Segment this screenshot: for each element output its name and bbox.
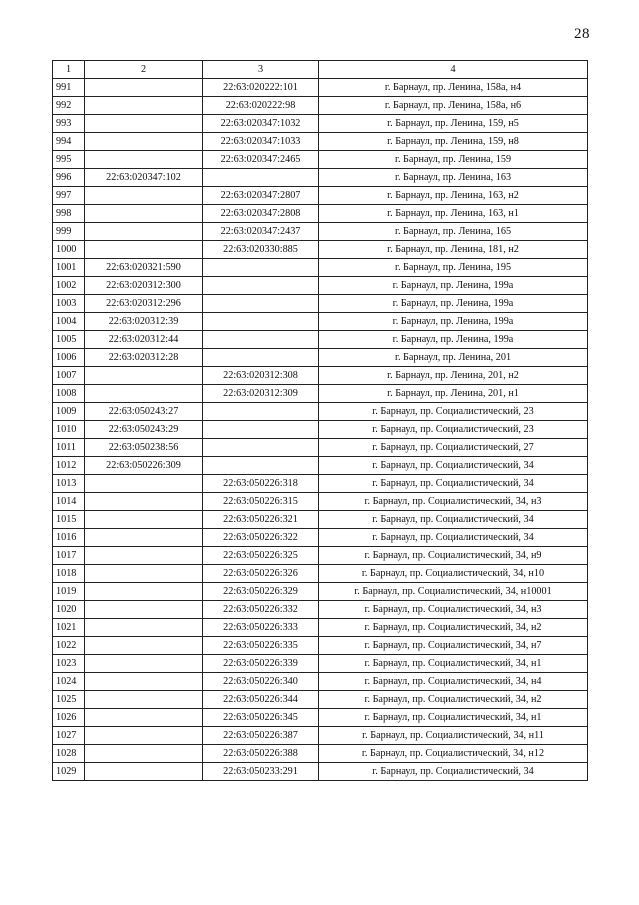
row-number-cell: 995 <box>53 151 85 169</box>
header-col-4: 4 <box>319 61 588 79</box>
row-number-cell: 1011 <box>53 439 85 457</box>
table-header <box>53 61 588 79</box>
row-number-cell: 1012 <box>53 457 85 475</box>
address-cell: г. Барнаул, пр. Социалистический, 34, н2 <box>319 691 588 709</box>
cadastral-land-cell <box>85 529 203 547</box>
cadastral-object-cell <box>203 169 319 187</box>
row-number-cell: 994 <box>53 133 85 151</box>
cadastral-object-cell: 22:63:020347:2437 <box>203 223 319 241</box>
address-cell: г. Барнаул, пр. Социалистический, 34, н11 <box>319 727 588 745</box>
row-number-cell: 1025 <box>53 691 85 709</box>
table-row <box>53 79 588 97</box>
table-body <box>53 79 588 781</box>
cadastral-land-cell <box>85 655 203 673</box>
row-number-cell: 998 <box>53 205 85 223</box>
address-cell: г. Барнаул, пр. Ленина, 201, н2 <box>319 367 588 385</box>
registry-table <box>52 60 588 781</box>
row-number-cell: 1000 <box>53 241 85 259</box>
address-cell: г. Барнаул, пр. Социалистический, 34, н1 <box>319 655 588 673</box>
table-row <box>53 583 588 601</box>
table-row <box>53 331 588 349</box>
address-cell: г. Барнаул, пр. Социалистический, 34, н12 <box>319 745 588 763</box>
row-number-cell: 1005 <box>53 331 85 349</box>
header-col-1: 1 <box>53 61 85 79</box>
address-cell: г. Барнаул, пр. Социалистический, 34 <box>319 763 588 781</box>
row-number-cell: 997 <box>53 187 85 205</box>
cadastral-land-cell: 22:63:020312:300 <box>85 277 203 295</box>
address-cell: г. Барнаул, пр. Ленина, 159, н8 <box>319 133 588 151</box>
row-number-cell: 996 <box>53 169 85 187</box>
table-row <box>53 367 588 385</box>
address-cell: г. Барнаул, пр. Ленина, 165 <box>319 223 588 241</box>
cadastral-land-cell <box>85 691 203 709</box>
address-cell: г. Барнаул, пр. Ленина, 158а, н4 <box>319 79 588 97</box>
cadastral-object-cell: 22:63:050226:321 <box>203 511 319 529</box>
cadastral-object-cell <box>203 457 319 475</box>
row-number-cell: 1006 <box>53 349 85 367</box>
address-cell: г. Барнаул, пр. Ленина, 199а <box>319 313 588 331</box>
cadastral-object-cell <box>203 277 319 295</box>
address-cell: г. Барнаул, пр. Социалистический, 34, н10 <box>319 565 588 583</box>
table-row <box>53 349 588 367</box>
address-cell: г. Барнаул, пр. Ленина, 195 <box>319 259 588 277</box>
row-number-cell: 1029 <box>53 763 85 781</box>
table-row <box>53 457 588 475</box>
address-cell: г. Барнаул, пр. Социалистический, 23 <box>319 403 588 421</box>
cadastral-land-cell <box>85 241 203 259</box>
cadastral-land-cell <box>85 673 203 691</box>
cadastral-land-cell <box>85 115 203 133</box>
cadastral-land-cell <box>85 151 203 169</box>
row-number-cell: 1015 <box>53 511 85 529</box>
address-cell: г. Барнаул, пр. Социалистический, 34 <box>319 475 588 493</box>
row-number-cell: 992 <box>53 97 85 115</box>
row-number-cell: 1004 <box>53 313 85 331</box>
row-number-cell: 1022 <box>53 637 85 655</box>
row-number-cell: 1009 <box>53 403 85 421</box>
cadastral-land-cell: 22:63:020312:44 <box>85 331 203 349</box>
cadastral-object-cell: 22:63:050226:322 <box>203 529 319 547</box>
cadastral-object-cell: 22:63:020222:98 <box>203 97 319 115</box>
table-row <box>53 763 588 781</box>
address-cell: г. Барнаул, пр. Ленина, 163 <box>319 169 588 187</box>
address-cell: г. Барнаул, пр. Ленина, 181, н2 <box>319 241 588 259</box>
table-row <box>53 277 588 295</box>
page-number: 28 <box>574 26 590 42</box>
cadastral-land-cell <box>85 205 203 223</box>
table-row <box>53 547 588 565</box>
address-cell: г. Барнаул, пр. Ленина, 159 <box>319 151 588 169</box>
address-cell: г. Барнаул, пр. Ленина, 199а <box>319 331 588 349</box>
table-row <box>53 205 588 223</box>
cadastral-land-cell: 22:63:050238:56 <box>85 439 203 457</box>
row-number-cell: 1021 <box>53 619 85 637</box>
cadastral-land-cell <box>85 565 203 583</box>
address-cell: г. Барнаул, пр. Социалистический, 23 <box>319 421 588 439</box>
cadastral-object-cell: 22:63:020312:308 <box>203 367 319 385</box>
cadastral-land-cell: 22:63:050226:309 <box>85 457 203 475</box>
cadastral-object-cell: 22:63:050226:326 <box>203 565 319 583</box>
cadastral-object-cell: 22:63:050226:340 <box>203 673 319 691</box>
header-row <box>53 61 588 79</box>
table-row <box>53 295 588 313</box>
cadastral-land-cell <box>85 763 203 781</box>
table-row <box>53 475 588 493</box>
row-number-cell: 1001 <box>53 259 85 277</box>
row-number-cell: 1017 <box>53 547 85 565</box>
cadastral-land-cell: 22:63:020321:590 <box>85 259 203 277</box>
row-number-cell: 1016 <box>53 529 85 547</box>
address-cell: г. Барнаул, пр. Социалистический, 34 <box>319 529 588 547</box>
row-number-cell: 1002 <box>53 277 85 295</box>
row-number-cell: 1010 <box>53 421 85 439</box>
cadastral-land-cell <box>85 547 203 565</box>
cadastral-land-cell <box>85 475 203 493</box>
cadastral-land-cell <box>85 187 203 205</box>
table-row <box>53 745 588 763</box>
cadastral-land-cell: 22:63:050243:27 <box>85 403 203 421</box>
address-cell: г. Барнаул, пр. Социалистический, 34, н3 <box>319 601 588 619</box>
cadastral-object-cell: 22:63:020347:2807 <box>203 187 319 205</box>
address-cell: г. Барнаул, пр. Социалистический, 34, н7 <box>319 637 588 655</box>
address-cell: г. Барнаул, пр. Ленина, 158а, н6 <box>319 97 588 115</box>
cadastral-object-cell <box>203 349 319 367</box>
cadastral-land-cell <box>85 223 203 241</box>
row-number-cell: 1020 <box>53 601 85 619</box>
address-cell: г. Барнаул, пр. Ленина, 201, н1 <box>319 385 588 403</box>
address-cell: г. Барнаул, пр. Социалистический, 34 <box>319 457 588 475</box>
row-number-cell: 1023 <box>53 655 85 673</box>
row-number-cell: 1027 <box>53 727 85 745</box>
table-row <box>53 223 588 241</box>
cadastral-object-cell: 22:63:050226:318 <box>203 475 319 493</box>
cadastral-land-cell <box>85 619 203 637</box>
row-number-cell: 993 <box>53 115 85 133</box>
row-number-cell: 1019 <box>53 583 85 601</box>
table-row <box>53 133 588 151</box>
table-row <box>53 655 588 673</box>
row-number-cell: 1024 <box>53 673 85 691</box>
cadastral-land-cell <box>85 637 203 655</box>
address-cell: г. Барнаул, пр. Социалистический, 34, н2 <box>319 619 588 637</box>
row-number-cell: 1028 <box>53 745 85 763</box>
cadastral-object-cell <box>203 259 319 277</box>
cadastral-object-cell: 22:63:020347:2465 <box>203 151 319 169</box>
table-row <box>53 619 588 637</box>
table-row <box>53 187 588 205</box>
cadastral-object-cell <box>203 421 319 439</box>
cadastral-object-cell: 22:63:050226:329 <box>203 583 319 601</box>
table-row <box>53 241 588 259</box>
address-cell: г. Барнаул, пр. Социалистический, 34, н9 <box>319 547 588 565</box>
cadastral-land-cell: 22:63:020312:296 <box>85 295 203 313</box>
address-cell: г. Барнаул, пр. Социалистический, 34, н10001 <box>319 583 588 601</box>
cadastral-object-cell: 22:63:020222:101 <box>203 79 319 97</box>
cadastral-land-cell <box>85 367 203 385</box>
row-number-cell: 991 <box>53 79 85 97</box>
table-row <box>53 403 588 421</box>
cadastral-object-cell: 22:63:050226:333 <box>203 619 319 637</box>
cadastral-land-cell <box>85 727 203 745</box>
row-number-cell: 1007 <box>53 367 85 385</box>
cadastral-land-cell <box>85 583 203 601</box>
cadastral-object-cell: 22:63:020347:1032 <box>203 115 319 133</box>
cadastral-object-cell: 22:63:050226:344 <box>203 691 319 709</box>
cadastral-object-cell: 22:63:020347:2808 <box>203 205 319 223</box>
table-row <box>53 259 588 277</box>
table-row <box>53 169 588 187</box>
cadastral-land-cell <box>85 511 203 529</box>
cadastral-object-cell: 22:63:050226:335 <box>203 637 319 655</box>
cadastral-land-cell: 22:63:020312:39 <box>85 313 203 331</box>
address-cell: г. Барнаул, пр. Социалистический, 34, н1 <box>319 709 588 727</box>
address-cell: г. Барнаул, пр. Ленина, 201 <box>319 349 588 367</box>
cadastral-land-cell <box>85 745 203 763</box>
cadastral-object-cell <box>203 403 319 421</box>
cadastral-land-cell: 22:63:050243:29 <box>85 421 203 439</box>
header-col-3: 3 <box>203 61 319 79</box>
row-number-cell: 999 <box>53 223 85 241</box>
cadastral-land-cell <box>85 97 203 115</box>
row-number-cell: 1013 <box>53 475 85 493</box>
table-row <box>53 385 588 403</box>
row-number-cell: 1008 <box>53 385 85 403</box>
address-cell: г. Барнаул, пр. Социалистический, 34, н4 <box>319 673 588 691</box>
table-row <box>53 529 588 547</box>
cadastral-object-cell <box>203 295 319 313</box>
cadastral-object-cell: 22:63:050226:387 <box>203 727 319 745</box>
table-row <box>53 673 588 691</box>
table-row <box>53 439 588 457</box>
table-row <box>53 151 588 169</box>
address-cell: г. Барнаул, пр. Ленина, 163, н1 <box>319 205 588 223</box>
cadastral-object-cell: 22:63:050226:325 <box>203 547 319 565</box>
cadastral-land-cell: 22:63:020312:28 <box>85 349 203 367</box>
table-row <box>53 421 588 439</box>
table-row <box>53 565 588 583</box>
address-cell: г. Барнаул, пр. Социалистический, 34 <box>319 511 588 529</box>
cadastral-object-cell: 22:63:050233:291 <box>203 763 319 781</box>
cadastral-object-cell <box>203 439 319 457</box>
table-row <box>53 313 588 331</box>
table-row <box>53 115 588 133</box>
cadastral-land-cell: 22:63:020347:102 <box>85 169 203 187</box>
cadastral-object-cell <box>203 331 319 349</box>
cadastral-land-cell <box>85 493 203 511</box>
cadastral-object-cell: 22:63:020330:885 <box>203 241 319 259</box>
row-number-cell: 1026 <box>53 709 85 727</box>
table-row <box>53 493 588 511</box>
cadastral-object-cell: 22:63:050226:345 <box>203 709 319 727</box>
cadastral-object-cell: 22:63:050226:388 <box>203 745 319 763</box>
cadastral-object-cell: 22:63:020312:309 <box>203 385 319 403</box>
cadastral-land-cell <box>85 709 203 727</box>
table-row <box>53 511 588 529</box>
table-row <box>53 709 588 727</box>
row-number-cell: 1014 <box>53 493 85 511</box>
header-col-2: 2 <box>85 61 203 79</box>
table-row <box>53 727 588 745</box>
cadastral-object-cell <box>203 313 319 331</box>
address-cell: г. Барнаул, пр. Ленина, 199а <box>319 277 588 295</box>
cadastral-land-cell <box>85 385 203 403</box>
table-row <box>53 637 588 655</box>
table-row <box>53 691 588 709</box>
row-number-cell: 1003 <box>53 295 85 313</box>
address-cell: г. Барнаул, пр. Социалистический, 27 <box>319 439 588 457</box>
row-number-cell: 1018 <box>53 565 85 583</box>
address-cell: г. Барнаул, пр. Ленина, 163, н2 <box>319 187 588 205</box>
cadastral-object-cell: 22:63:020347:1033 <box>203 133 319 151</box>
cadastral-object-cell: 22:63:050226:339 <box>203 655 319 673</box>
cadastral-object-cell: 22:63:050226:315 <box>203 493 319 511</box>
address-cell: г. Барнаул, пр. Социалистический, 34, н3 <box>319 493 588 511</box>
cadastral-land-cell <box>85 601 203 619</box>
cadastral-object-cell: 22:63:050226:332 <box>203 601 319 619</box>
table-row <box>53 97 588 115</box>
cadastral-land-cell <box>85 79 203 97</box>
table-row <box>53 601 588 619</box>
cadastral-land-cell <box>85 133 203 151</box>
address-cell: г. Барнаул, пр. Ленина, 199а <box>319 295 588 313</box>
address-cell: г. Барнаул, пр. Ленина, 159, н5 <box>319 115 588 133</box>
